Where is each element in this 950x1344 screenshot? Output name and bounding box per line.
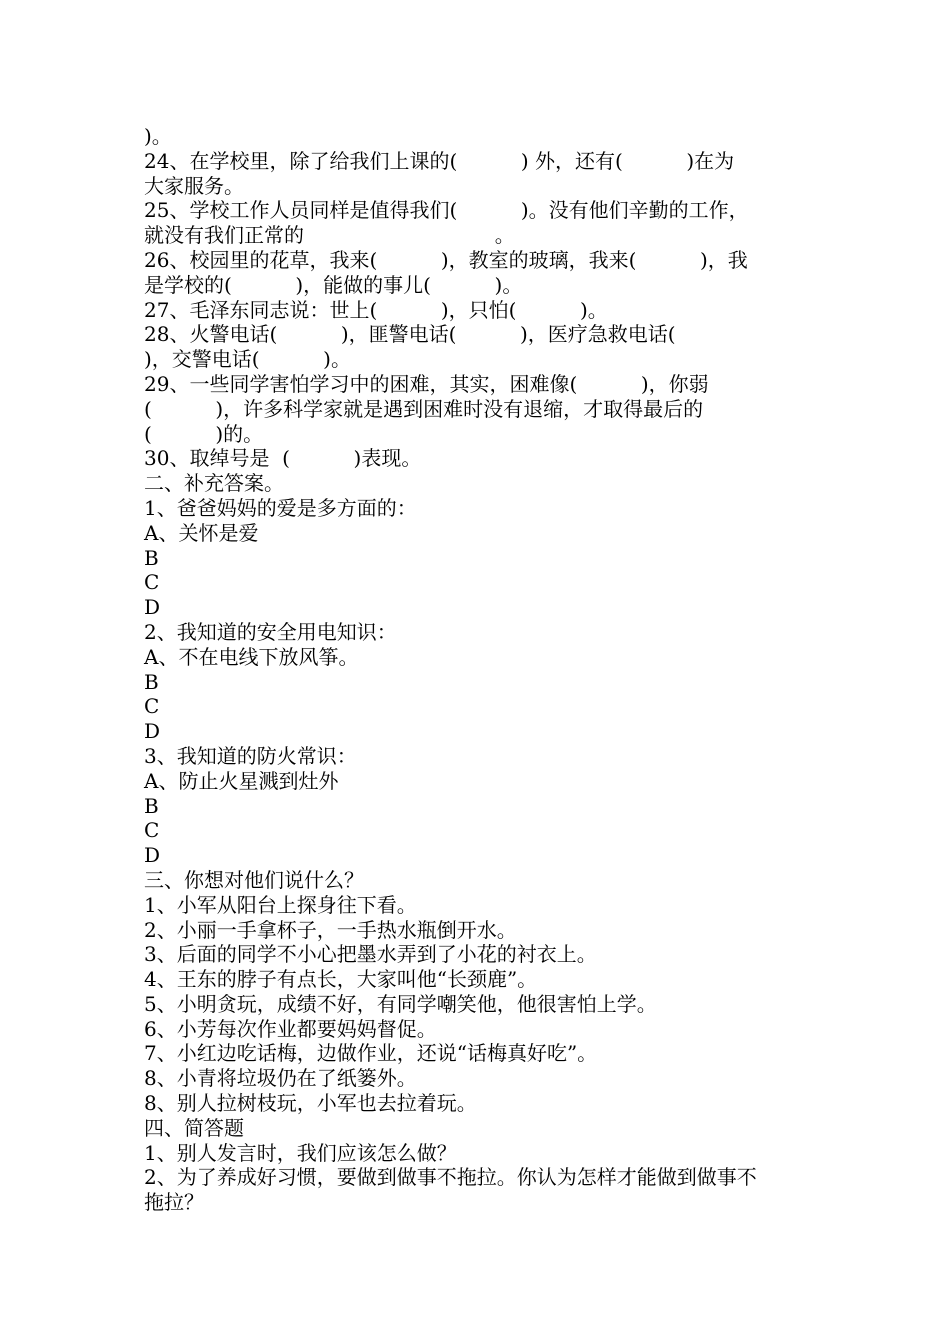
text-line: )。	[144, 124, 172, 148]
text-line: 7、小红边吃话梅，边做作业，还说“话梅真好吃”。	[144, 1041, 598, 1066]
text-line: D	[144, 719, 161, 744]
text-line: 30、取绰号是 ( )表现。	[144, 446, 422, 471]
text-line: 四、简答题	[144, 1115, 244, 1140]
text-line: 就没有我们正常的 。	[144, 223, 515, 248]
text-line: 是学校的( )，能做的事儿( )。	[144, 272, 523, 297]
text-line: 2、我知道的安全用电知识：	[144, 619, 397, 644]
text-line: B	[144, 669, 159, 694]
text-line: 28、火警电话( )，匪警电话( )，医疗急救电话(	[144, 322, 676, 347]
text-line: 5、小明贪玩，成绩不好，有同学嘲笑他，他很害怕上学。	[144, 991, 657, 1016]
text-line: 6、小芳每次作业都要妈妈督促。	[144, 1016, 437, 1041]
text-line: 1、别人发言时，我们应该怎么做？	[144, 1140, 457, 1165]
text-line: 25、学校工作人员同样是值得我们( )。没有他们辛勤的工作，	[144, 198, 749, 223]
text-line: D	[144, 843, 161, 868]
text-line: 24、在学校里，除了给我们上课的( ) 外，还有( )在为	[144, 148, 735, 173]
text-line: 拖拉？	[144, 1190, 204, 1215]
text-line: A、关怀是爱	[144, 520, 259, 545]
text-line: 1、爸爸妈妈的爱是多方面的：	[144, 495, 417, 520]
text-line: B	[144, 793, 159, 818]
text-line: 三、你想对他们说什么？	[144, 867, 364, 892]
text-line: 大家服务。	[144, 173, 244, 198]
text-line: 3、后面的同学不小心把墨水弄到了小花的衬衣上。	[144, 942, 597, 967]
text-line: A、防止火星溅到灶外	[144, 768, 339, 793]
text-line: 2、为了养成好习惯，要做到做事不拖拉。你认为怎样才能做到做事不	[144, 1165, 757, 1190]
text-line: 26、校园里的花草，我来( )，教室的玻璃，我来( )，我	[144, 247, 748, 272]
text-line: ( )，许多科学家就是遇到困难时没有退缩，才取得最后的	[144, 396, 704, 421]
text-line: 二、补充答案。	[144, 471, 284, 496]
text-line: 8、小青将垃圾仍在了纸篓外。	[144, 1066, 417, 1091]
text-line: C	[144, 818, 160, 843]
text-line: 4、王东的脖子有点长，大家叫他“长颈鹿”。	[144, 967, 538, 992]
text-line: B	[144, 545, 159, 570]
document-page	[144, 124, 810, 1215]
text-line: 3、我知道的防火常识：	[144, 743, 357, 768]
text-line: ( )的。	[144, 421, 264, 446]
text-line: 29、一些同学害怕学习中的困难，其实，困难像( )，你弱	[144, 371, 709, 396]
text-line: A、不在电线下放风筝。	[144, 644, 359, 669]
text-line: )，交警电话( )。	[144, 347, 351, 372]
text-line: 1、小军从阳台上探身往下看。	[144, 892, 417, 917]
text-line: C	[144, 694, 160, 719]
text-line: D	[144, 595, 161, 620]
text-line: 27、毛泽东同志说：世上( )，只怕( )。	[144, 297, 608, 322]
text-line: 2、小丽一手拿杯子，一手热水瓶倒开水。	[144, 917, 517, 942]
text-line: 8、别人拉树枝玩，小军也去拉着玩。	[144, 1091, 477, 1116]
text-line: C	[144, 570, 160, 595]
